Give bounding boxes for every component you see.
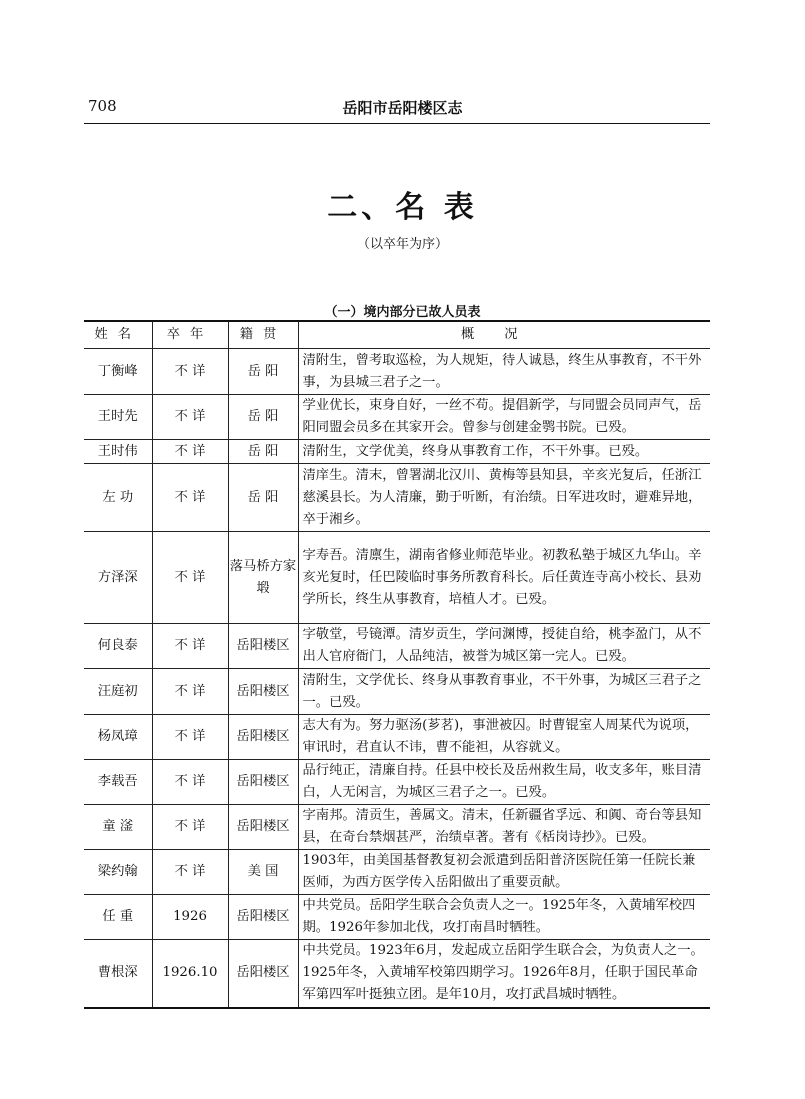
description-cell: 清附生，文学优美，终身从事教育工作，不干外事。已殁。 [298,440,710,464]
table-caption: （一）境内部分已故人员表 [324,305,481,320]
death-year-cell: 1926 [152,895,228,940]
deceased-persons-table [84,320,710,1009]
origin-cell: 美 国 [228,850,298,895]
person-name-cell: 何良泰 [84,624,152,669]
table-row [84,624,710,669]
table-row [84,532,710,624]
description-cell: 清附生，曾考取巡检，为人规矩，待人诚恳，终生从事教育，不干外事，为县城三君子之一。 [298,349,710,395]
person-name-cell: 任 重 [84,895,152,940]
person-name-cell: 王时伟 [84,440,152,464]
person-name-cell: 丁衡峰 [84,349,152,395]
death-year-cell: 不 详 [152,850,228,895]
death-year-cell: 不 详 [152,395,228,440]
table-row [84,760,710,805]
table-body [84,349,710,1008]
death-year-cell: 不 详 [152,349,228,395]
origin-cell: 岳 阳 [228,464,298,532]
death-year-cell: 不 详 [152,464,228,532]
person-name-cell: 王时先 [84,395,152,440]
origin-cell: 落马桥方家塅 [228,532,298,624]
table-row [84,895,710,940]
table-row [84,440,710,464]
column-header-description: 概况 [298,321,710,349]
origin-cell: 岳阳楼区 [228,624,298,669]
origin-cell: 岳阳楼区 [228,940,298,1008]
description-cell: 清附生，文学优长、终身从事教育事业，不干外事，为城区三君子之一。已殁。 [298,669,710,715]
description-cell: 志大有为。努力驱汤(芗茗)，事泄被囚。时曹锟室人周某代为说项，审讯时，君直认不讳，曹不能袒，从容就义。 [298,715,710,760]
origin-cell: 岳阳楼区 [228,715,298,760]
table-row [84,464,710,532]
table-row [84,805,710,850]
table-row [84,850,710,895]
person-name-cell: 方泽深 [84,532,152,624]
table-row [84,715,710,760]
section-title: 二、名 表 [327,190,478,225]
section-subtitle: （以卒年为序） [356,237,448,252]
death-year-cell: 不 详 [152,440,228,464]
table-row [84,349,710,395]
description-cell: 字敬堂，号镜潭。清岁贡生，学问渊博，授徒自给，桃李盈门，从不出人官府衙门，人品纯洁，被誉为城区第一完人。已殁。 [298,624,710,669]
person-name-cell: 杨凤璋 [84,715,152,760]
person-name-cell: 梁约翰 [84,850,152,895]
origin-cell: 岳 阳 [228,395,298,440]
description-cell: 品行纯正，清廉自持。任县中校长及岳州救生局，收支多年，账目清白，人无闲言，为城区三君子之一。已殁。 [298,760,710,805]
death-year-cell: 不 详 [152,669,228,715]
origin-cell: 岳阳楼区 [228,760,298,805]
table-row [84,669,710,715]
page-number: 708 [88,97,117,115]
death-year-cell: 不 详 [152,624,228,669]
origin-cell: 岳 阳 [228,349,298,395]
header-rule [84,123,710,124]
column-header-name: 姓名 [84,321,152,349]
description-cell: 学业优长，束身自好，一丝不苟。提倡新学，与同盟会员同声气，岳阳同盟会员多在其家开会。曾参与创建金鹗书院。已殁。 [298,395,710,440]
description-cell: 字南邦。清贡生，善属文。清末，任新疆省孚远、和阗、奇台等县知县，在奇台禁烟甚严，治绩卓著。著有《栝岗诗抄》。已殁。 [298,805,710,850]
death-year-cell: 不 详 [152,715,228,760]
death-year-cell: 不 详 [152,805,228,850]
person-name-cell: 汪庭初 [84,669,152,715]
column-header-origin: 籍贯 [228,321,298,349]
table-row [84,395,710,440]
table-header-row [84,321,710,349]
column-header-year: 卒年 [152,321,228,349]
running-title: 岳阳市岳阳楼区志 [342,99,463,117]
person-name-cell: 童 滏 [84,805,152,850]
origin-cell: 岳阳楼区 [228,669,298,715]
origin-cell: 岳阳楼区 [228,895,298,940]
description-cell: 中共党员。岳阳学生联合会负责人之一。1925年冬，入黄埔军校四期。1926年参加北伐，攻打南昌时牺牲。 [298,895,710,940]
death-year-cell: 不 详 [152,532,228,624]
death-year-cell: 1926.10 [152,940,228,1008]
origin-cell: 岳阳楼区 [228,805,298,850]
person-name-cell: 曹根深 [84,940,152,1008]
death-year-cell: 不 详 [152,760,228,805]
description-cell: 字寿吾。清廪生，湖南省修业师范毕业。初教私塾于城区九华山。辛亥光复时，任巴陵临时事务所教育科长。后任黄连寺高小校长、县劝学所长，终生从事教育，培植人才。已殁。 [298,532,710,624]
description-cell: 1903年，由美国基督教复初会派遣到岳阳普济医院任第一任院长兼医师，为西方医学传入岳阳做出了重要贡献。 [298,850,710,895]
description-cell: 清庠生。清末，曾署湖北汉川、黄梅等县知县，辛亥光复后，任浙江慈溪县长。为人清廉，勤于听断，有治绩。日军进攻时，避难异地，卒于湘乡。 [298,464,710,532]
table-row [84,940,710,1008]
person-name-cell: 左 功 [84,464,152,532]
origin-cell: 岳 阳 [228,440,298,464]
person-name-cell: 李载吾 [84,760,152,805]
description-cell: 中共党员。1923年6月，发起成立岳阳学生联合会，为负责人之一。1925年冬，入黄埔军校第四期学习。1926年8月，任职于国民革命军第四军叶挺独立团。是年10月，攻打武昌城时牺牲。 [298,940,710,1008]
